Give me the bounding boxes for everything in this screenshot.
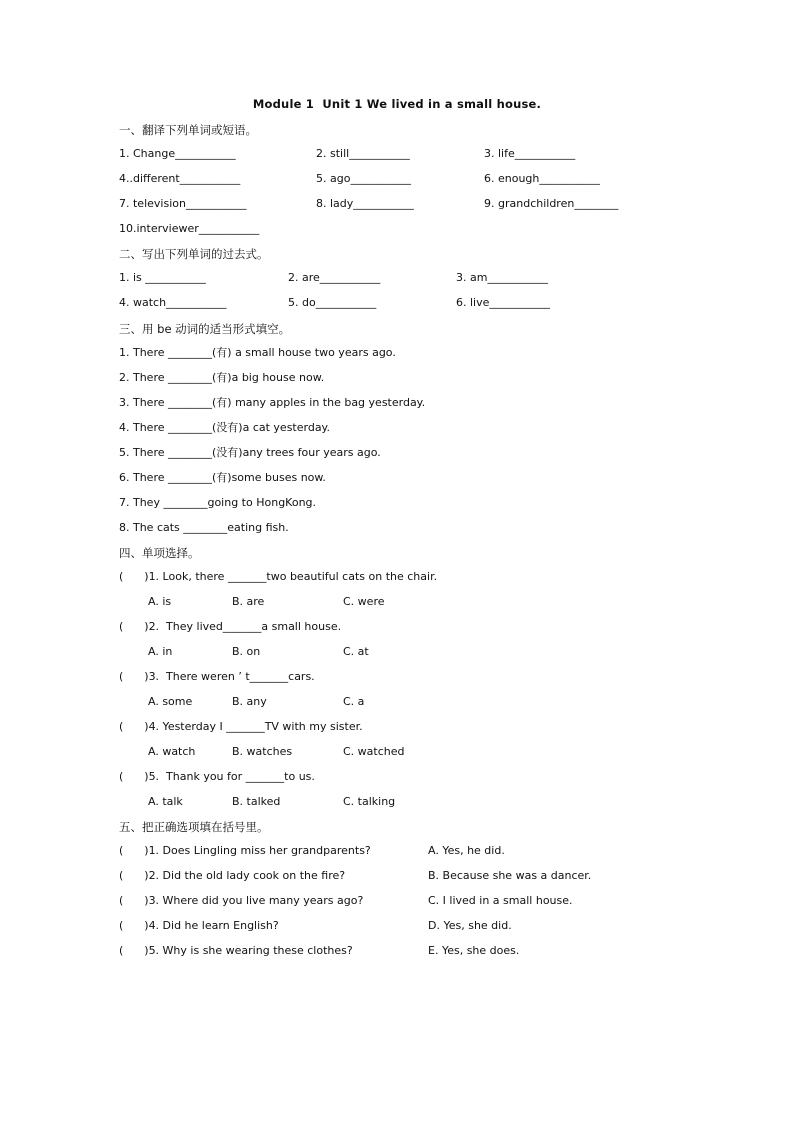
match-question: ( )2. Did the old lady cook on the fire? [119,869,346,882]
choice-option-a: A. talk [148,795,183,808]
choice-question: ( )2. They lived_______a small house. [119,620,342,633]
section-3-heading: 三、用 be 动词的适当形式填空。 [119,322,291,336]
choice-option-b: B. any [232,695,267,708]
match-answer: D. Yes, she did. [428,919,512,932]
translate-item: 1. Change___________ [119,147,236,160]
choice-option-b: B. talked [232,795,281,808]
choice-question: ( )5. Thank you for _______to us. [119,770,315,783]
fill-blank-item: 8. The cats ________eating fish. [119,521,289,534]
match-answer: C. I lived in a small house. [428,894,573,907]
past-tense-item: 1. is ___________ [119,271,206,284]
section-5-heading: 五、把正确选项填在括号里。 [119,820,269,834]
fill-blank-item: 2. There ________(有)a big house now. [119,371,325,384]
choice-question: ( )1. Look, there _______two beautiful cats on the chair. [119,570,438,583]
choice-option-c: C. were [343,595,385,608]
past-tense-item: 2. are___________ [288,271,381,284]
choice-option-c: C. at [343,645,369,658]
match-answer: E. Yes, she does. [428,944,520,957]
translate-item: 10.interviewer___________ [119,222,260,235]
translate-item: 7. television___________ [119,197,247,210]
choice-option-c: C. a [343,695,365,708]
fill-blank-item: 6. There ________(有)some buses now. [119,471,326,484]
translate-item: 8. lady___________ [316,197,414,210]
translate-item: 9. grandchildren________ [484,197,619,210]
choice-option-b: B. are [232,595,265,608]
past-tense-item: 4. watch___________ [119,296,227,309]
choice-option-a: A. watch [148,745,196,758]
choice-question: ( )3. There weren ’ t_______cars. [119,670,315,683]
past-tense-item: 6. live___________ [456,296,550,309]
past-tense-item: 5. do___________ [288,296,377,309]
section-4-heading: 四、单项选择。 [119,546,200,560]
choice-option-c: C. talking [343,795,396,808]
choice-option-a: A. in [148,645,173,658]
match-question: ( )4. Did he learn English? [119,919,279,932]
translate-item: 3. life___________ [484,147,576,160]
fill-blank-item: 3. There ________(有) many apples in the bag yesterday. [119,396,426,409]
choice-option-b: B. on [232,645,261,658]
choice-option-b: B. watches [232,745,293,758]
translate-item: 6. enough___________ [484,172,600,185]
fill-blank-item: 4. There ________(没有)a cat yesterday. [119,421,330,434]
translate-item: 4..different___________ [119,172,241,185]
match-question: ( )5. Why is she wearing these clothes? [119,944,353,957]
match-question: ( )3. Where did you live many years ago? [119,894,364,907]
fill-blank-item: 5. There ________(没有)any trees four years ago. [119,446,381,459]
translate-item: 2. still___________ [316,147,410,160]
page-title: Module 1 Unit 1 We lived in a small house. [252,97,542,111]
match-question: ( )1. Does Lingling miss her grandparents? [119,844,371,857]
match-answer: A. Yes, he did. [428,844,505,857]
section-1-heading: 一、翻译下列单词或短语。 [119,123,257,137]
choice-question: ( )4. Yesterday I _______TV with my sister. [119,720,363,733]
match-answer: B. Because she was a dancer. [428,869,592,882]
translate-item: 5. ago___________ [316,172,411,185]
choice-option-c: C. watched [343,745,405,758]
choice-option-a: A. is [148,595,172,608]
section-2-heading: 二、写出下列单词的过去式。 [119,247,269,261]
fill-blank-item: 1. There ________(有) a small house two years ago. [119,346,396,359]
fill-blank-item: 7. They ________going to HongKong. [119,496,317,509]
choice-option-a: A. some [148,695,193,708]
past-tense-item: 3. am___________ [456,271,548,284]
